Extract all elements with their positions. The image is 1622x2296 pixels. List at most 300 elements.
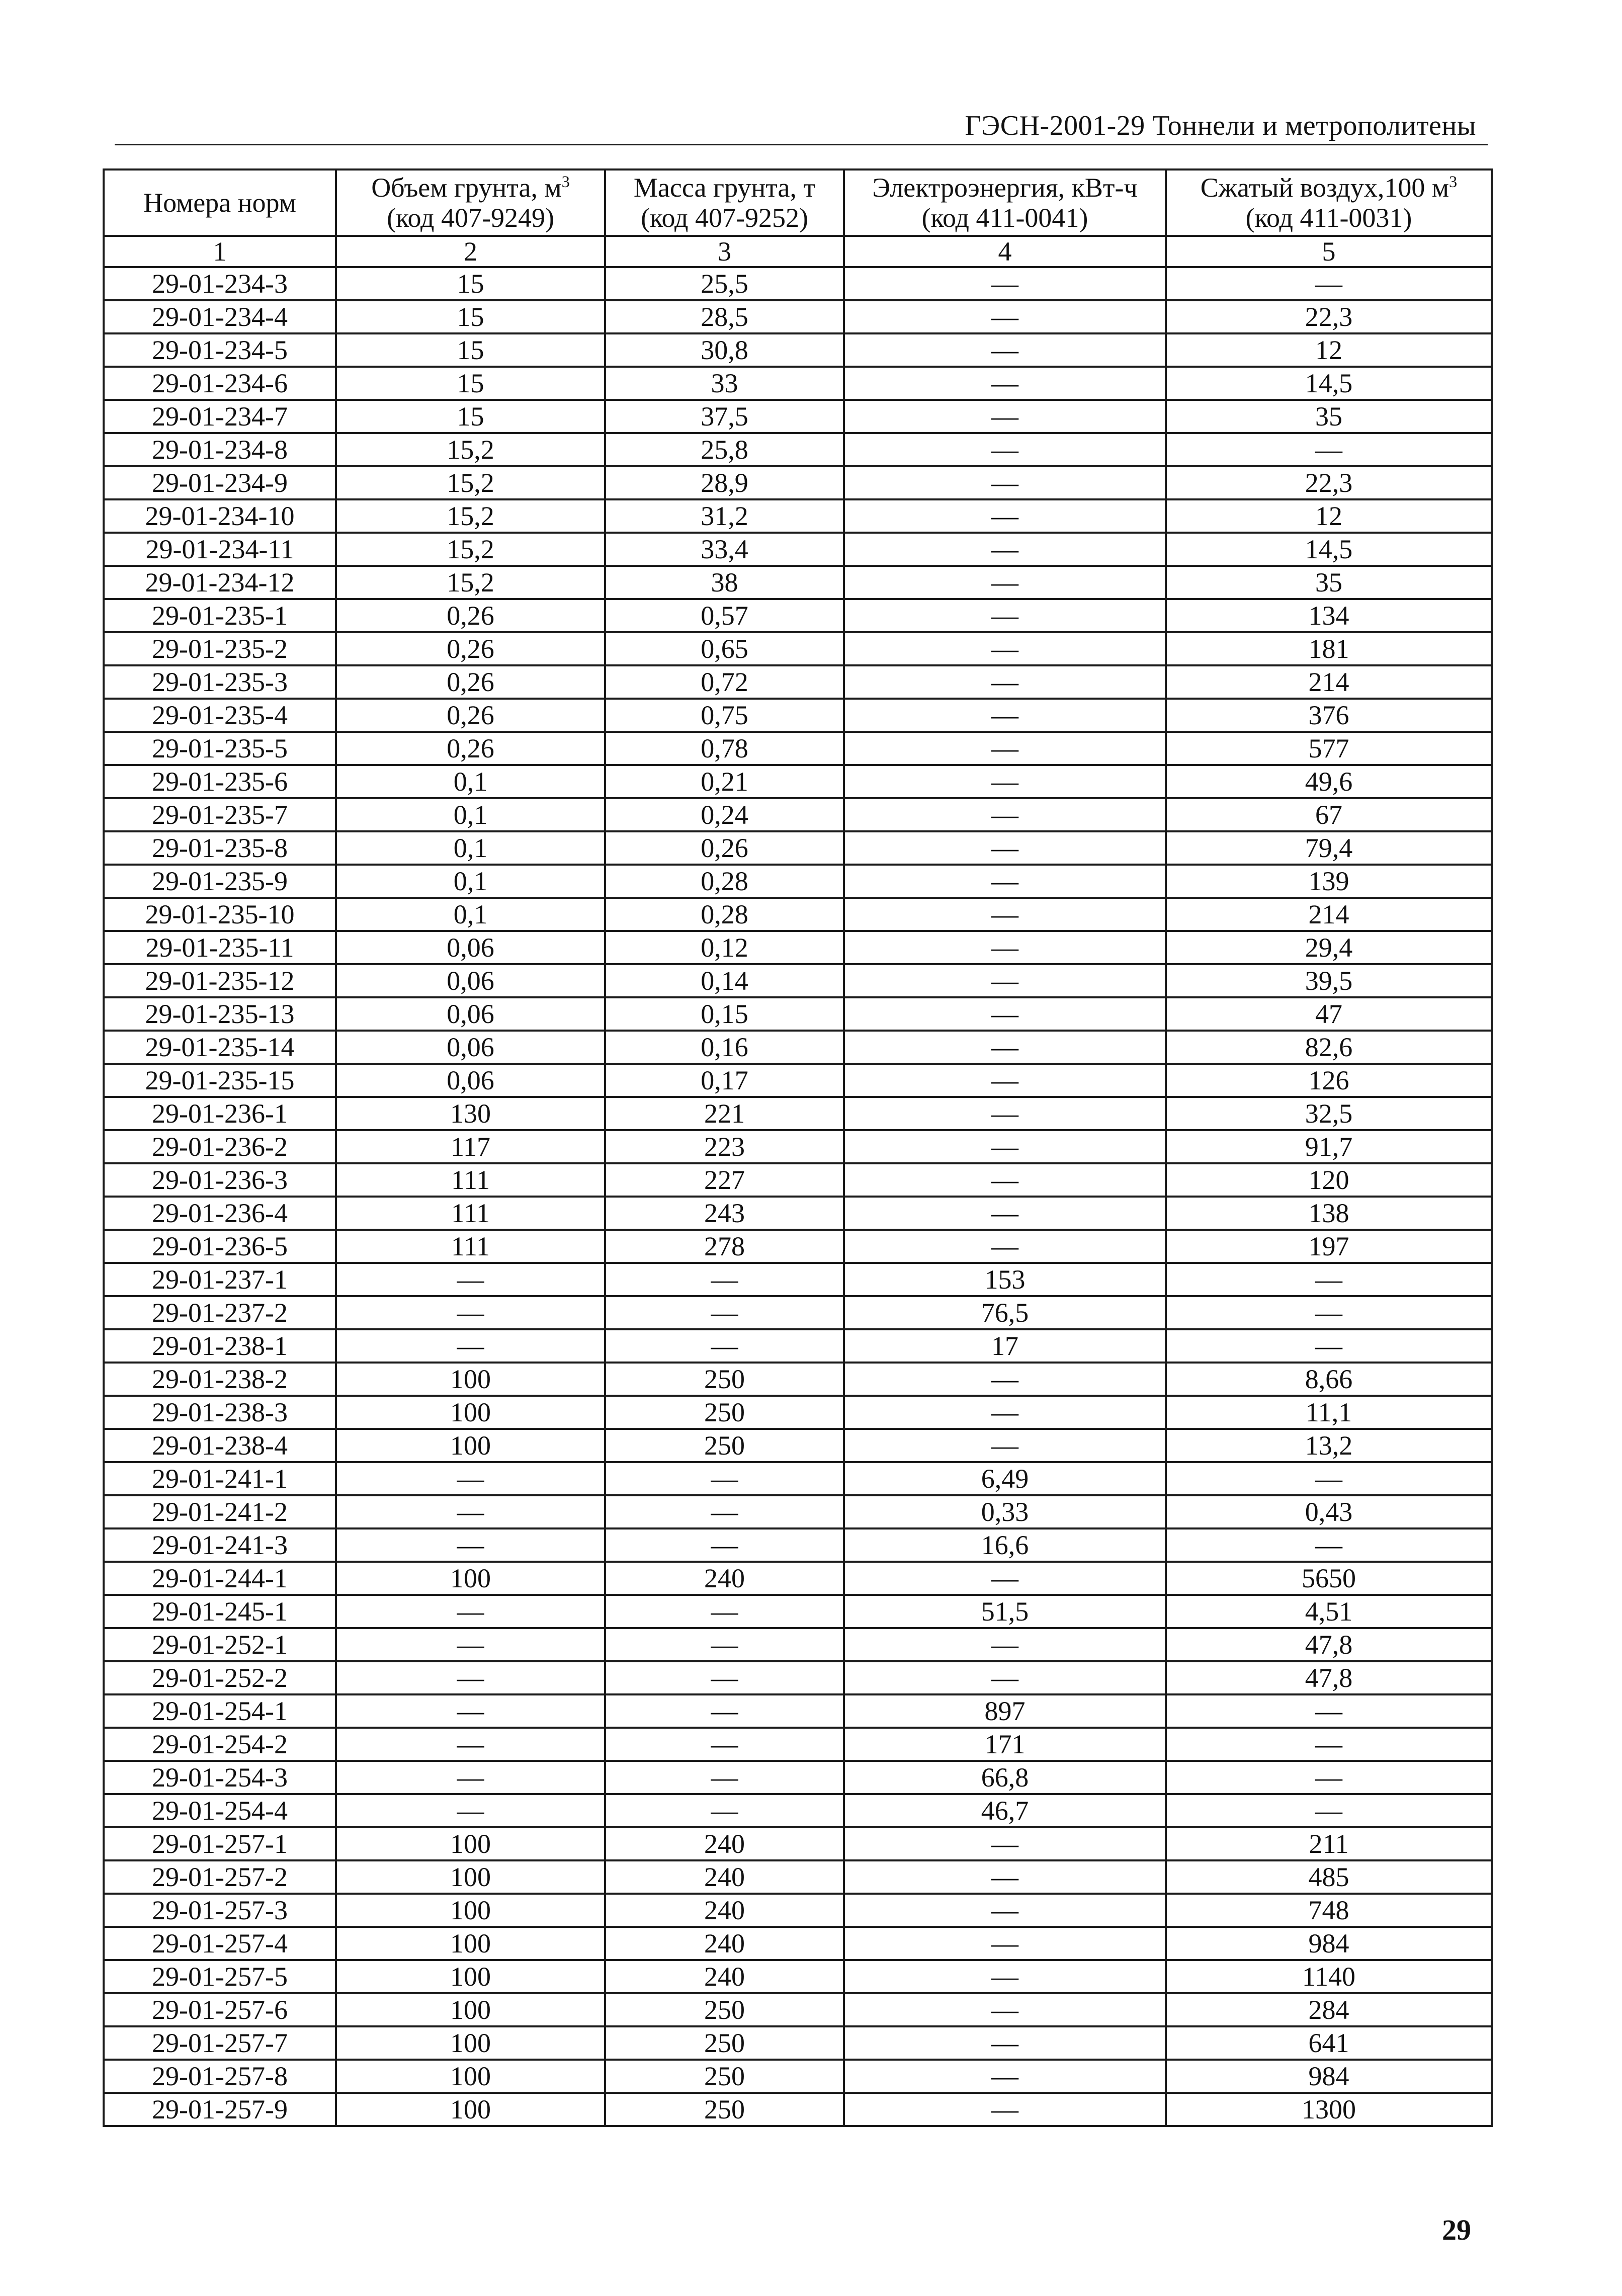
table-row [104,699,1492,732]
table-cell: 0,12 [605,931,844,964]
table-cell: 240 [605,1827,844,1860]
table-cell: — [844,831,1166,865]
table-cell: — [844,1130,1166,1163]
table-cell: 46,7 [844,1794,1166,1827]
table-cell: 47 [1166,997,1492,1031]
table-cell: — [844,2026,1166,2060]
table-cell: 100 [336,1363,605,1396]
table-cell: — [844,1827,1166,1860]
table-cell: — [844,732,1166,765]
table-row [104,1562,1492,1595]
table-cell: 25,8 [605,433,844,466]
table-row [104,400,1492,433]
table-cell: 0,26 [336,632,605,665]
table-cell: 66,8 [844,1761,1166,1794]
norm-number-cell: 29-01-254-3 [104,1761,336,1794]
table-cell: — [1166,1694,1492,1728]
table-row [104,1064,1492,1097]
table-cell: 79,4 [1166,831,1492,865]
table-cell: — [844,1628,1166,1661]
header-rule [115,144,1488,145]
norm-number-cell: 29-01-235-11 [104,931,336,964]
table-cell: — [336,1595,605,1628]
table-row [104,333,1492,367]
table-cell: — [844,1363,1166,1396]
table-cell: 0,28 [605,898,844,931]
table-cell: — [844,333,1166,367]
table-cell: 11,1 [1166,1396,1492,1429]
table-cell: — [844,1197,1166,1230]
table-cell: 214 [1166,665,1492,699]
table-body [104,267,1492,2126]
table-row [104,865,1492,898]
table-row [104,1097,1492,1130]
norm-number-cell: 29-01-235-6 [104,765,336,798]
table-cell: 15 [336,367,605,400]
table-cell: 0,72 [605,665,844,699]
norm-number-cell: 29-01-235-10 [104,898,336,931]
table-cell: — [844,599,1166,632]
table-cell: 35 [1166,566,1492,599]
table-cell: 100 [336,2060,605,2093]
table-cell: — [844,1927,1166,1960]
table-cell: — [336,1329,605,1363]
column-header-superscript: 3 [1449,173,1458,191]
table-row [104,1495,1492,1528]
table-cell: — [844,1396,1166,1429]
table-cell: 138 [1166,1197,1492,1230]
table-cell: — [605,1661,844,1694]
table-cell: — [605,1528,844,1562]
table-cell: 0,21 [605,765,844,798]
table-row [104,2093,1492,2126]
table-cell: 32,5 [1166,1097,1492,1130]
table-row [104,798,1492,831]
table-cell: 49,6 [1166,765,1492,798]
table-cell: — [1166,1462,1492,1495]
table-row [104,2060,1492,2093]
table-cell: — [844,1993,1166,2026]
table-cell: 15,2 [336,499,605,533]
table-row [104,1827,1492,1860]
table-row [104,2026,1492,2060]
table-row [104,1960,1492,1993]
column-header-title: Номера норм [143,188,296,218]
table-cell: 100 [336,1562,605,1595]
table-row [104,1528,1492,1562]
table-cell: — [844,1860,1166,1894]
norm-number-cell: 29-01-238-2 [104,1363,336,1396]
table-cell: — [336,1794,605,1827]
table-row [104,1894,1492,1927]
norm-number-cell: 29-01-235-1 [104,599,336,632]
table-cell: — [605,1761,844,1794]
table-cell: 984 [1166,1927,1492,1960]
table-cell: 984 [1166,2060,1492,2093]
table-row [104,898,1492,931]
table-cell: 0,75 [605,699,844,732]
table-row [104,1329,1492,1363]
table-row [104,1263,1492,1296]
table-cell: 0,33 [844,1495,1166,1528]
table-cell: 240 [605,1860,844,1894]
table-cell: 51,5 [844,1595,1166,1628]
table-cell: 0,06 [336,1031,605,1064]
table-cell: — [844,1562,1166,1595]
table-cell: — [1166,1728,1492,1761]
table-cell: — [605,1728,844,1761]
norm-number-cell: 29-01-245-1 [104,1595,336,1628]
table-row [104,433,1492,466]
norm-number-cell: 29-01-252-1 [104,1628,336,1661]
table-cell: 4,51 [1166,1595,1492,1628]
table-row [104,1860,1492,1894]
table-cell: 1140 [1166,1960,1492,1993]
table-cell: 5650 [1166,1562,1492,1595]
table-cell: 22,3 [1166,466,1492,499]
table-cell: — [844,765,1166,798]
table-row [104,732,1492,765]
page-number: 29 [1442,2214,1471,2246]
table-cell: 22,3 [1166,300,1492,333]
table-row [104,1363,1492,1396]
table-cell: — [844,300,1166,333]
table-cell: 47,8 [1166,1628,1492,1661]
table-cell: 0,26 [336,699,605,732]
table-cell: — [1166,433,1492,466]
table-cell: — [1166,267,1492,300]
table-cell: — [844,1097,1166,1130]
table-cell: 12 [1166,499,1492,533]
table-cell: 100 [336,1927,605,1960]
norm-number-cell: 29-01-257-1 [104,1827,336,1860]
table-row [104,964,1492,997]
table-row [104,1927,1492,1960]
table-cell: — [844,699,1166,732]
norm-number-cell: 29-01-235-13 [104,997,336,1031]
table-row [104,1462,1492,1495]
norm-number-cell: 29-01-257-9 [104,2093,336,2126]
table-cell: 139 [1166,865,1492,898]
table-cell: 6,49 [844,1462,1166,1495]
table-cell: 100 [336,1960,605,1993]
table-cell: — [1166,1794,1492,1827]
table-cell: 0,1 [336,798,605,831]
table-cell: — [605,1794,844,1827]
table-cell: 641 [1166,2026,1492,2060]
table-cell: 15 [336,400,605,433]
table-cell: — [844,1429,1166,1462]
table-row [104,566,1492,599]
table-cell: — [844,798,1166,831]
table-cell: 0,26 [605,831,844,865]
column-header [1166,169,1492,236]
table-cell: 250 [605,2060,844,2093]
table-row [104,1728,1492,1761]
table-cell: 0,17 [605,1064,844,1097]
table-cell: — [844,566,1166,599]
table-cell: 82,6 [1166,1031,1492,1064]
norm-number-cell: 29-01-241-3 [104,1528,336,1562]
table-cell: — [1166,1296,1492,1329]
table-cell: 197 [1166,1230,1492,1263]
norm-number-cell: 29-01-257-7 [104,2026,336,2060]
table-cell: 117 [336,1130,605,1163]
table-cell: 100 [336,1860,605,1894]
table-cell: — [844,1230,1166,1263]
table-header [104,169,1492,267]
table-row [104,1661,1492,1694]
table-cell: — [844,1960,1166,1993]
table-row [104,1429,1492,1462]
norm-number-cell: 29-01-236-2 [104,1130,336,1163]
table-row [104,533,1492,566]
table-cell: — [1166,1263,1492,1296]
norm-number-cell: 29-01-238-1 [104,1329,336,1363]
table-cell: 250 [605,2026,844,2060]
column-header-title: Сжатый воздух,100 м [1200,173,1449,203]
table-cell: 126 [1166,1064,1492,1097]
table-cell: 748 [1166,1894,1492,1927]
table-row [104,300,1492,333]
table-cell: 134 [1166,599,1492,632]
table-cell: 0,06 [336,964,605,997]
table-row [104,1296,1492,1329]
norm-number-cell: 29-01-235-3 [104,665,336,699]
table-row [104,997,1492,1031]
norm-number-cell: 29-01-235-14 [104,1031,336,1064]
table-cell: — [844,466,1166,499]
norm-number-cell: 29-01-241-2 [104,1495,336,1528]
table-cell: 0,1 [336,831,605,865]
table-cell: 0,06 [336,997,605,1031]
norm-number-cell: 29-01-235-7 [104,798,336,831]
table-cell: 33,4 [605,533,844,566]
running-head: ГЭСН-2001-29 Тоннели и метрополитены [965,110,1476,141]
table-cell: 33 [605,367,844,400]
table-cell: 171 [844,1728,1166,1761]
table-row [104,1794,1492,1827]
table-cell: 240 [605,1927,844,1960]
table-cell: — [336,1296,605,1329]
table-cell: 214 [1166,898,1492,931]
norm-number-cell: 29-01-257-3 [104,1894,336,1927]
norm-number-cell: 29-01-234-5 [104,333,336,367]
table-cell: — [844,433,1166,466]
norm-number-cell: 29-01-241-1 [104,1462,336,1495]
table-cell: 15 [336,267,605,300]
table-cell: 0,65 [605,632,844,665]
norm-number-cell: 29-01-234-3 [104,267,336,300]
norm-number-cell: 29-01-234-9 [104,466,336,499]
column-header-code: (код 411-0031) [1245,203,1412,233]
norm-number-cell: 29-01-236-1 [104,1097,336,1130]
table-cell: — [844,964,1166,997]
table-cell: 100 [336,1429,605,1462]
table-cell: 31,2 [605,499,844,533]
norms-table [103,168,1493,2127]
table-cell: — [844,533,1166,566]
column-number: 3 [605,236,844,267]
table-cell: — [336,1495,605,1528]
norm-number-cell: 29-01-235-9 [104,865,336,898]
table-row [104,367,1492,400]
table-cell: — [844,1031,1166,1064]
table-cell: 0,43 [1166,1495,1492,1528]
table-cell: 250 [605,1363,844,1396]
table-cell: — [1166,1329,1492,1363]
column-header [605,169,844,236]
table-cell: 91,7 [1166,1130,1492,1163]
norm-number-cell: 29-01-234-7 [104,400,336,433]
norm-number-cell: 29-01-234-4 [104,300,336,333]
norm-number-cell: 29-01-257-2 [104,1860,336,1894]
table-cell: 0,26 [336,599,605,632]
norm-number-cell: 29-01-254-1 [104,1694,336,1728]
norm-number-cell: 29-01-236-5 [104,1230,336,1263]
table-cell: 37,5 [605,400,844,433]
table-row [104,1694,1492,1728]
table-cell: 0,14 [605,964,844,997]
table-cell: 897 [844,1694,1166,1728]
table-cell: 100 [336,1993,605,2026]
table-cell: 15,2 [336,433,605,466]
norm-number-cell: 29-01-257-6 [104,1993,336,2026]
table-cell: 13,2 [1166,1429,1492,1462]
table-cell: — [336,1761,605,1794]
table-cell: — [605,1329,844,1363]
table-cell: 76,5 [844,1296,1166,1329]
table-cell: — [605,1263,844,1296]
table-cell: 221 [605,1097,844,1130]
column-header-title: Масса грунта, т [633,173,816,203]
table-cell: 8,66 [1166,1363,1492,1396]
table-row [104,931,1492,964]
table-cell: 250 [605,1396,844,1429]
table-cell: — [844,632,1166,665]
norm-number-cell: 29-01-254-2 [104,1728,336,1761]
table-cell: 376 [1166,699,1492,732]
table-cell: 25,5 [605,267,844,300]
table-cell: — [844,865,1166,898]
table-cell: 17 [844,1329,1166,1363]
table-cell: 28,9 [605,466,844,499]
table-cell: 240 [605,1960,844,1993]
table-row [104,1130,1492,1163]
table-cell: — [844,267,1166,300]
table-row [104,831,1492,865]
table-cell: — [844,400,1166,433]
table-cell: 15,2 [336,533,605,566]
table-cell: 1300 [1166,2093,1492,2126]
table-cell: 0,06 [336,931,605,964]
norm-number-cell: 29-01-244-1 [104,1562,336,1595]
table-cell: — [1166,1761,1492,1794]
table-cell: — [844,499,1166,533]
table-cell: 15,2 [336,566,605,599]
table-cell: 15 [336,333,605,367]
table-cell: 278 [605,1230,844,1263]
table-cell: 16,6 [844,1528,1166,1562]
table-row [104,1993,1492,2026]
table-cell: — [844,2093,1166,2126]
table-cell: 0,26 [336,732,605,765]
table-cell: 100 [336,1827,605,1860]
table-cell: 0,28 [605,865,844,898]
column-number: 4 [844,236,1166,267]
table-cell: 12 [1166,333,1492,367]
table-cell: — [336,1263,605,1296]
table-cell: 250 [605,1429,844,1462]
header-row [104,169,1492,236]
table-cell: 250 [605,2093,844,2126]
norm-number-cell: 29-01-235-15 [104,1064,336,1097]
table-cell: 0,24 [605,798,844,831]
table-cell: 250 [605,1993,844,2026]
table-cell: 0,57 [605,599,844,632]
table-cell: 100 [336,1396,605,1429]
table-cell: 35 [1166,400,1492,433]
norm-number-cell: 29-01-257-5 [104,1960,336,1993]
norm-number-cell: 29-01-234-6 [104,367,336,400]
column-number: 1 [104,236,336,267]
norm-number-cell: 29-01-238-3 [104,1396,336,1429]
table-row [104,1197,1492,1230]
table-cell: — [1166,1528,1492,1562]
table-cell: 153 [844,1263,1166,1296]
column-number-row [104,236,1492,267]
table-row [104,599,1492,632]
table-row [104,632,1492,665]
table-cell: 39,5 [1166,964,1492,997]
column-header [844,169,1166,236]
table-cell: 67 [1166,798,1492,831]
norm-number-cell: 29-01-235-2 [104,632,336,665]
table-cell: 111 [336,1230,605,1263]
table-cell: 100 [336,1894,605,1927]
table-row [104,1628,1492,1661]
norm-number-cell: 29-01-237-1 [104,1263,336,1296]
norm-number-cell: 29-01-235-5 [104,732,336,765]
table-cell: — [336,1628,605,1661]
table-cell: — [336,1661,605,1694]
table-cell: — [605,1628,844,1661]
table-cell: — [844,1894,1166,1927]
table-row [104,1761,1492,1794]
norm-number-cell: 29-01-234-12 [104,566,336,599]
table-cell: 100 [336,2093,605,2126]
norm-number-cell: 29-01-238-4 [104,1429,336,1462]
table-cell: — [605,1595,844,1628]
table-cell: — [844,898,1166,931]
table-cell: 243 [605,1197,844,1230]
table-cell: 14,5 [1166,367,1492,400]
table-row [104,1396,1492,1429]
norm-number-cell: 29-01-254-4 [104,1794,336,1827]
column-header-title: Электроэнергия, кВт-ч [872,173,1138,203]
table-cell: — [605,1495,844,1528]
table-cell: — [605,1694,844,1728]
table-cell: 29,4 [1166,931,1492,964]
norm-number-cell: 29-01-236-3 [104,1163,336,1197]
column-number: 2 [336,236,605,267]
column-header-title: Объем грунта, м [371,173,562,203]
table-row [104,1230,1492,1263]
table-cell: 240 [605,1562,844,1595]
table-cell: 211 [1166,1827,1492,1860]
table-cell: 30,8 [605,333,844,367]
table-cell: — [844,997,1166,1031]
